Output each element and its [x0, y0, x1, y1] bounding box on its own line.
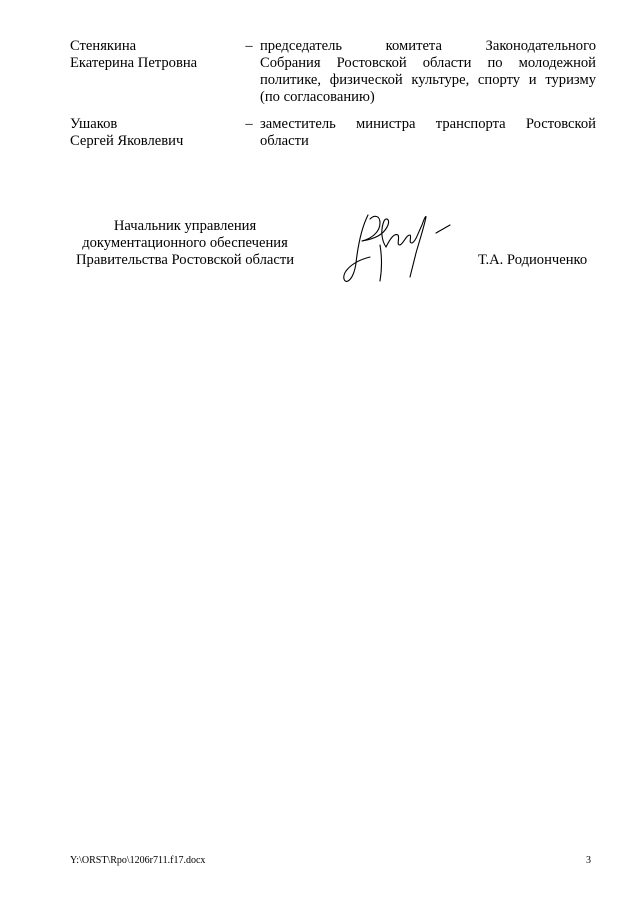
member-description-line: председатель комитета Законодательного [260, 38, 596, 54]
member-description-line: (по согласованию) [260, 89, 375, 105]
signatory-position-line: Правительства Ростовской области [75, 252, 295, 268]
member-description-line: заместитель министра транспорта Ростовской [260, 116, 596, 132]
member-description-line: политике, физической культуре, спорту и туризму [260, 72, 596, 88]
member-surname: Стенякина [70, 38, 137, 54]
signatory-position-line: Начальник управления [113, 218, 257, 234]
member-description-line: области [260, 133, 309, 149]
signatory-position [60, 218, 310, 269]
member-description [260, 38, 596, 106]
member-given-names: Екатерина Петровна [70, 55, 198, 71]
footer-file-path: Y:\ORST\Rpo\1206r711.f17.docx [70, 855, 206, 866]
signatory-position-line: документационного обеспечения [82, 235, 288, 251]
handwritten-signature [340, 205, 455, 285]
member-row [70, 116, 596, 152]
member-name [70, 116, 240, 150]
member-given-names: Сергей Яковлевич [70, 133, 184, 149]
member-description [260, 116, 596, 150]
member-row [70, 38, 596, 108]
member-name [70, 38, 240, 72]
member-surname: Ушаков [70, 116, 118, 132]
signatory-name: Т.А. Родионченко [478, 252, 588, 268]
member-dash: – [245, 116, 253, 132]
page-number: 3 [586, 855, 591, 866]
member-description-line: Собрания Ростовской области по молодежной [260, 55, 596, 71]
member-dash: – [245, 38, 253, 54]
